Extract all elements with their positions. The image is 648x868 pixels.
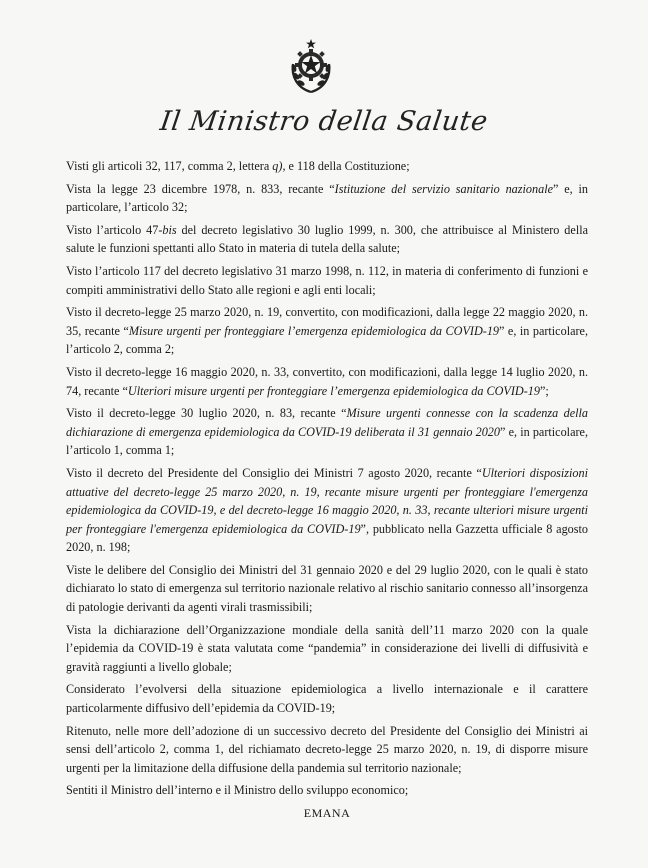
recital-text: Ritenuto, nelle more dell’adozione di un successivo decreto del Presidente del Consiglio dei Ministri ai sensi dell’articolo 2, comma 1, del richiamato decreto-legge 25 marzo 2020, n. 19, di disporre misure urgenti per la limitazione della diffusione della pandemia sul territorio nazionale; bbox=[66, 723, 588, 775]
recital-text: Sentiti il Ministro dell’interno e il Ministro dello sviluppo economico; bbox=[66, 783, 409, 798]
recital-text: Visto l’articolo 47- bbox=[66, 222, 163, 237]
recital-paragraph bbox=[66, 180, 588, 217]
recital-italic-text: Misure urgenti connesse con la scadenza della dichiarazione di emergenza epidemiologica da COVID-19 deliberata il 31 gennaio 2020 bbox=[66, 406, 588, 439]
recital-text: ” e, in particolare, l’articolo 1, comma 1; bbox=[66, 424, 588, 458]
recital-paragraph bbox=[66, 262, 588, 299]
recital-text: , e 118 della Costituzione; bbox=[282, 159, 410, 173]
decree-body bbox=[66, 157, 588, 823]
recital-paragraph bbox=[66, 363, 588, 400]
recital-text: del decreto legislativo 30 luglio 1999, n. 300, che attribuisce al Ministero della salute le funzioni spettanti allo Stato in materia di tutela della salute; bbox=[66, 222, 588, 256]
recital-text: ” e, in particolare, l’articolo 32; bbox=[66, 181, 589, 215]
recital-paragraph bbox=[66, 680, 588, 717]
recital-text: Vista la legge 23 dicembre 1978, n. 833, recante “ bbox=[66, 181, 335, 196]
recital-italic-text: q) bbox=[272, 159, 283, 173]
recital-text: Visto l’articolo 117 del decreto legislativo 31 marzo 1998, n. 112, in materia di conferimento di funzioni e compiti amministrativi dello Stato alle regioni e agli enti locali; bbox=[66, 263, 588, 297]
recital-italic-text: Misure urgenti per fronteggiare l’emergenza epidemiologica da COVID-19 bbox=[128, 323, 500, 338]
recital-italic-text: Ulteriori disposizioni attuative del decreto-legge 25 marzo 2020, n. 19, recante misure urgenti per fronteggiare l'emergenza epidemiologica da COVID-19, e del decreto-legge 16 maggio 2020, n. 33, recante ulteriori misure urgenti per fronteggiare l'emergenza epidemiologica da COVID-19 bbox=[66, 465, 588, 536]
italian-republic-emblem-icon bbox=[289, 38, 333, 94]
recital-text: Considerato l’evolversi della situazione epidemiologica a livello internazionale e il carattere particolarmente diffusivo dell’epidemia da COVID-19; bbox=[66, 682, 588, 716]
recital-paragraph bbox=[66, 561, 588, 617]
recital-paragraph bbox=[66, 781, 588, 800]
ministry-title: Il Ministro della Salute bbox=[158, 106, 490, 137]
recital-text: ”; bbox=[539, 383, 549, 398]
recital-text: ” e, in particolare, l’articolo 2, comma 2; bbox=[66, 323, 589, 357]
recital-italic-text: Istituzione del servizio sanitario nazionale bbox=[334, 181, 553, 196]
recital-paragraph bbox=[66, 464, 588, 557]
recital-text: Visto il decreto-legge 30 luglio 2020, n. 83, recante “ bbox=[66, 406, 347, 421]
recital-text: Viste le delibere del Consiglio dei Ministri del 31 gennaio 2020 e del 29 luglio 2020, con le quali è stato dichiarato lo stato di emergenza sul territorio nazionale relativo al rischio sanitario connesso all’insorgenza di patologie derivanti da agenti virali trasmissibili; bbox=[66, 562, 588, 615]
recital-italic-text: bis bbox=[162, 222, 177, 237]
recital-text: Visti gli articoli 32, 117, comma 2, lettera bbox=[66, 159, 273, 173]
recital-paragraph bbox=[66, 157, 588, 176]
recital-paragraph bbox=[66, 221, 588, 258]
recital-italic-text: Ulteriori misure urgenti per fronteggiare l’emergenza epidemiologica da COVID-19 bbox=[127, 383, 540, 398]
emana-heading: EMANA bbox=[303, 806, 351, 820]
recital-paragraph bbox=[66, 303, 588, 359]
recital-text: Vista la dichiarazione dell’Organizzazione mondiale della sanità dell’11 marzo 2020 con la quale l’epidemia da COVID-19 è stata valutata come “pandemia” in considerazione dei livelli di diffusività e gravità raggiunti a livello globale; bbox=[66, 622, 588, 674]
recital-paragraph bbox=[66, 621, 588, 677]
recital-paragraph bbox=[66, 404, 588, 460]
recital-text: Visto il decreto-legge 16 maggio 2020, n. 33, convertito, con modificazioni, dalla legge 14 luglio 2020, n. 74, recante “ bbox=[66, 364, 588, 398]
recital-text: Visto il decreto-legge 25 marzo 2020, n. 19, convertito, con modificazioni, dalla legge 22 maggio 2020, n. 35, recante “ bbox=[66, 305, 588, 338]
recital-paragraph bbox=[66, 722, 588, 778]
recital-text: Visto il decreto del Presidente del Consiglio dei Ministri 7 agosto 2020, recante “ bbox=[66, 465, 482, 480]
recital-text: ”, pubblicato nella Gazzetta ufficiale 8 agosto 2020, n. 198; bbox=[66, 521, 588, 555]
